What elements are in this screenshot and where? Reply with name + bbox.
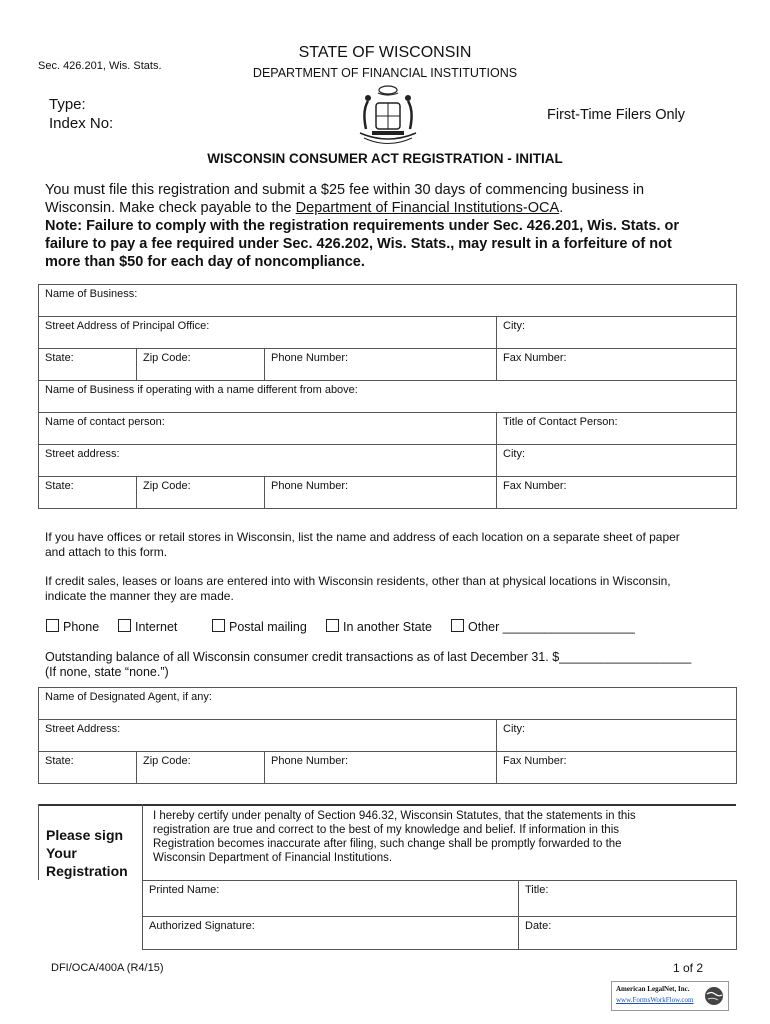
principal-fax-field[interactable]: Fax Number: (497, 349, 737, 381)
contact-street-field[interactable]: Street address: (39, 445, 497, 477)
principal-state-field[interactable]: State: (39, 349, 137, 381)
another-state-checkbox[interactable] (326, 619, 339, 632)
note-line-3: more than $50 for each day of noncompliance. (45, 254, 365, 270)
intro-line-2 (45, 199, 745, 217)
alternate-business-name-field[interactable]: Name of Business if operating with a name different from above: (39, 381, 737, 413)
contact-state-field[interactable]: State: (39, 477, 137, 509)
another-state-option[interactable]: In another State (326, 619, 432, 634)
authorized-signature-field[interactable]: Authorized Signature: (143, 917, 519, 950)
signature-date-field[interactable]: Date: (519, 917, 737, 950)
signer-table (142, 880, 737, 950)
outstanding-balance (45, 650, 691, 680)
intro-line-2-pre: Wisconsin. Make check payable to the (45, 200, 296, 216)
postal-mailing-checkbox[interactable] (212, 619, 225, 632)
business-info-table (38, 284, 737, 413)
business-name-field[interactable]: Name of Business: (39, 285, 737, 317)
contact-title-field[interactable]: Title of Contact Person: (497, 413, 737, 445)
internet-option[interactable]: Internet (118, 619, 177, 634)
principal-city-field[interactable]: City: (497, 317, 737, 349)
first-time-filers-note: First-Time Filers Only (547, 107, 686, 123)
contact-info-table (38, 412, 737, 509)
principal-phone-field[interactable]: Phone Number: (265, 349, 497, 381)
department-name: DEPARTMENT OF FINANCIAL INSTITUTIONS (252, 66, 518, 80)
intro-text (45, 181, 745, 271)
type-label: Type: (49, 96, 86, 113)
offices-instructions: If you have offices or retail stores in Wisconsin, list the name and address of each location on a separate sheet of paper and attach to this form. (45, 530, 680, 559)
contact-fax-field[interactable]: Fax Number: (497, 477, 737, 509)
index-no-label: Index No: (49, 115, 114, 132)
intro-line-2-post: . (559, 200, 564, 216)
agent-name-field[interactable]: Name of Designated Agent, if any: (39, 688, 737, 720)
intro-line-1: You must file this registration and submit a $25 fee within 30 days of commencing business in (45, 182, 645, 198)
publisher-badge (611, 981, 729, 1011)
contact-city-field[interactable]: City: (497, 445, 737, 477)
certification-statement: I hereby certify under penalty of Section 946.32, Wisconsin Statutes, that the statements in this registration are true and correct to the best of my knowledge and belief. If information in this Registration becomes inaccurate after filing, such change shall be promptly forwarded to the Wisconsin Department of Financial Institutions. (153, 810, 636, 864)
wisconsin-seal-icon (354, 83, 422, 149)
please-sign-heading: Please sign Your Registration (46, 827, 128, 879)
agent-street-field[interactable]: Street Address: (39, 720, 497, 752)
agent-city-field[interactable]: City: (497, 720, 737, 752)
balance-line[interactable]: Outstanding balance of all Wisconsin consumer credit transactions as of last December 31. $___________________ (45, 650, 692, 664)
publisher-site-link[interactable]: www.FormsWorkFlow.com (616, 996, 694, 1004)
signer-title-field[interactable]: Title: (519, 881, 737, 917)
form-id: DFI/OCA/400A (R4/15) (51, 962, 164, 974)
contact-phone-field[interactable]: Phone Number: (265, 477, 497, 509)
agent-info-table (38, 687, 737, 784)
internet-checkbox[interactable] (118, 619, 131, 632)
balance-none-note: (If none, state “none.”) (45, 665, 169, 679)
state-title: STATE OF WISCONSIN (298, 44, 472, 61)
phone-checkbox[interactable] (46, 619, 59, 632)
contact-zip-field[interactable]: Zip Code: (137, 477, 265, 509)
note-line-1: Note: Failure to comply with the registration requirements under Sec. 426.201, Wis. Stats. or (45, 218, 679, 234)
principal-zip-field[interactable]: Zip Code: (137, 349, 265, 381)
principal-street-field[interactable]: Street Address of Principal Office: (39, 317, 497, 349)
publisher-name: American LegalNet, Inc. (616, 985, 690, 993)
printed-name-field[interactable]: Printed Name: (143, 881, 519, 917)
agent-phone-field[interactable]: Phone Number: (265, 752, 497, 784)
agent-fax-field[interactable]: Fax Number: (497, 752, 737, 784)
agent-zip-field[interactable]: Zip Code: (137, 752, 265, 784)
form-title: WISCONSIN CONSUMER ACT REGISTRATION - INITIAL (207, 151, 563, 166)
other-option[interactable]: Other ___________________ (451, 619, 635, 634)
payee-name: Department of Financial Institutions-OCA (295, 200, 560, 216)
note-line-2: failure to pay a fee required under Sec. 426.202, Wis. Stats., may result in a forfeiture of not (45, 236, 672, 252)
agent-state-field[interactable]: State: (39, 752, 137, 784)
phone-option[interactable]: Phone (46, 619, 99, 634)
postal-mailing-option[interactable]: Postal mailing (212, 619, 307, 634)
contact-name-field[interactable]: Name of contact person: (39, 413, 497, 445)
other-checkbox[interactable] (451, 619, 464, 632)
credit-instructions: If credit sales, leases or loans are entered into with Wisconsin residents, other than at physical locations in Wisconsin, indicate the manner they are made. (45, 574, 671, 603)
globe-icon (703, 985, 725, 1007)
page-number: 1 of 2 (673, 961, 704, 975)
statute-reference: Sec. 426.201, Wis. Stats. (38, 60, 162, 72)
